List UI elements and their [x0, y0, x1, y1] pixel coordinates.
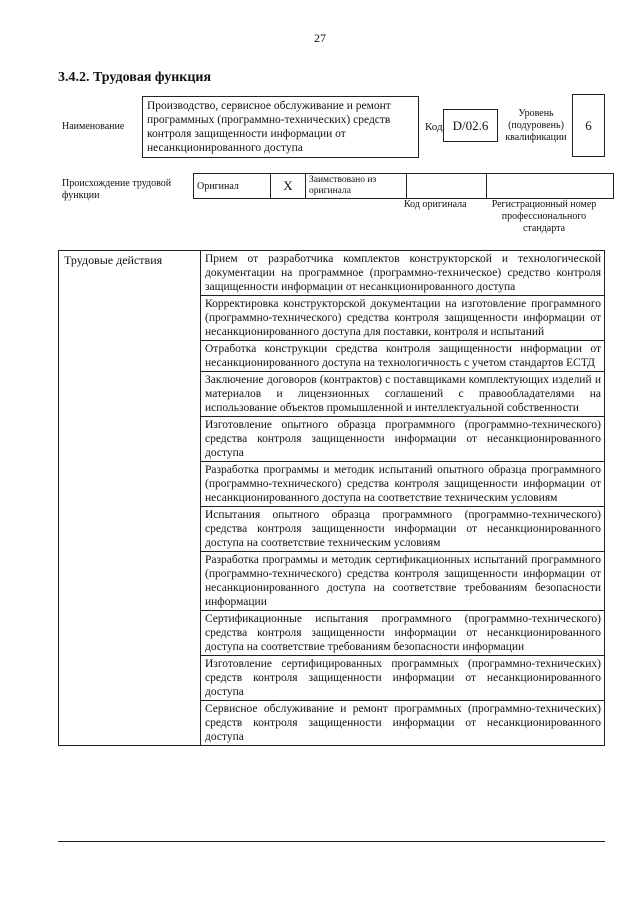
labor-action-item: Отработка конструкции средства контроля защищенности информации от несанкционированного доступа на технологичность с учетом стандартов ЕСТД: [201, 341, 605, 372]
reg-number-label: Регистрационный номер профессионального стандарта: [491, 199, 597, 234]
labor-action-item: Прием от разработчика комплектов конструкторской и технологической документации на программное (программно-техническое) средство контроля защищенности информации от несанкционированного доступа: [201, 251, 605, 296]
labor-action-item: Корректировка конструкторской документации на изготовление программного (программно-технического) средства контроля защищенности информации от несанкционированного доступа для поставки, контроля и испытаний: [201, 296, 605, 341]
code-label: Код: [425, 121, 443, 133]
origin-table: [193, 173, 614, 199]
labor-action-item: Изготовление опытного образца программного (программно-технического) средства контроля защищенности информации от несанкционированного доступа: [201, 417, 605, 462]
level-label: Уровень (подуровень) квалификации: [505, 108, 567, 143]
function-name-box: Производство, сервисное обслуживание и ремонт программных (программно-технических) средств контроля защищенности информации от несанкционированного доступа: [142, 96, 419, 158]
reg-number-cell: [487, 174, 614, 199]
original-label: Оригинал: [194, 174, 271, 199]
labor-action-item: Заключение договоров (контрактов) с поставщиками комплектующих изделий и материалов и лицензионных соглашений с правообладателями на использование объектов промышленной и интеллектуальной собственности: [201, 372, 605, 417]
labor-action-item: Испытания опытного образца программного (программно-технического) средства контроля защищенности информации от несанкционированного доступа на соответствие техническим условиям: [201, 507, 605, 552]
labor-actions-header: Трудовые действия: [59, 251, 201, 746]
table-bottom-border: [58, 841, 605, 842]
borrowed-label: Заимствовано из оригинала: [306, 174, 407, 199]
labor-action-item: Изготовление сертифицированных программных (программно-технических) средств контроля защищенности информации от несанкционированного доступа: [201, 656, 605, 701]
function-code-box: D/02.6: [443, 109, 498, 142]
page-number: 27: [314, 31, 326, 45]
labor-action-item: Сертификационные испытания программного (программно-технического) средства контроля защищенности информации от несанкционированного доступа на соответствие требованиям безопасности информации: [201, 611, 605, 656]
original-mark: X: [271, 174, 306, 199]
labor-action-item: Разработка программы и методик испытаний опытного образца программного (программно-технического) средства контроля защищенности информации от несанкционированного доступа на соответствие техническим условиям: [201, 462, 605, 507]
qualification-level-box: 6: [572, 94, 605, 157]
section-title: 3.4.2. Трудовая функция: [58, 70, 212, 85]
labor-action-item: Разработка программы и методик сертификационных испытаний программного (программно-технического) средства контроля защищенности информации от несанкционированного доступа на соответствие требованиям безопасности информации: [201, 552, 605, 611]
table-row: [59, 251, 605, 296]
labor-action-item: Сервисное обслуживание и ремонт программных (программно-технических) средств контроля защищенности информации от несанкционированного доступа: [201, 701, 605, 746]
code-original-label: Код оригинала: [404, 199, 467, 210]
code-original-cell: [407, 174, 487, 199]
origin-label: Происхождение трудовой функции: [62, 178, 172, 201]
name-label: Наименование: [62, 121, 125, 132]
labor-actions-table: [58, 250, 605, 746]
